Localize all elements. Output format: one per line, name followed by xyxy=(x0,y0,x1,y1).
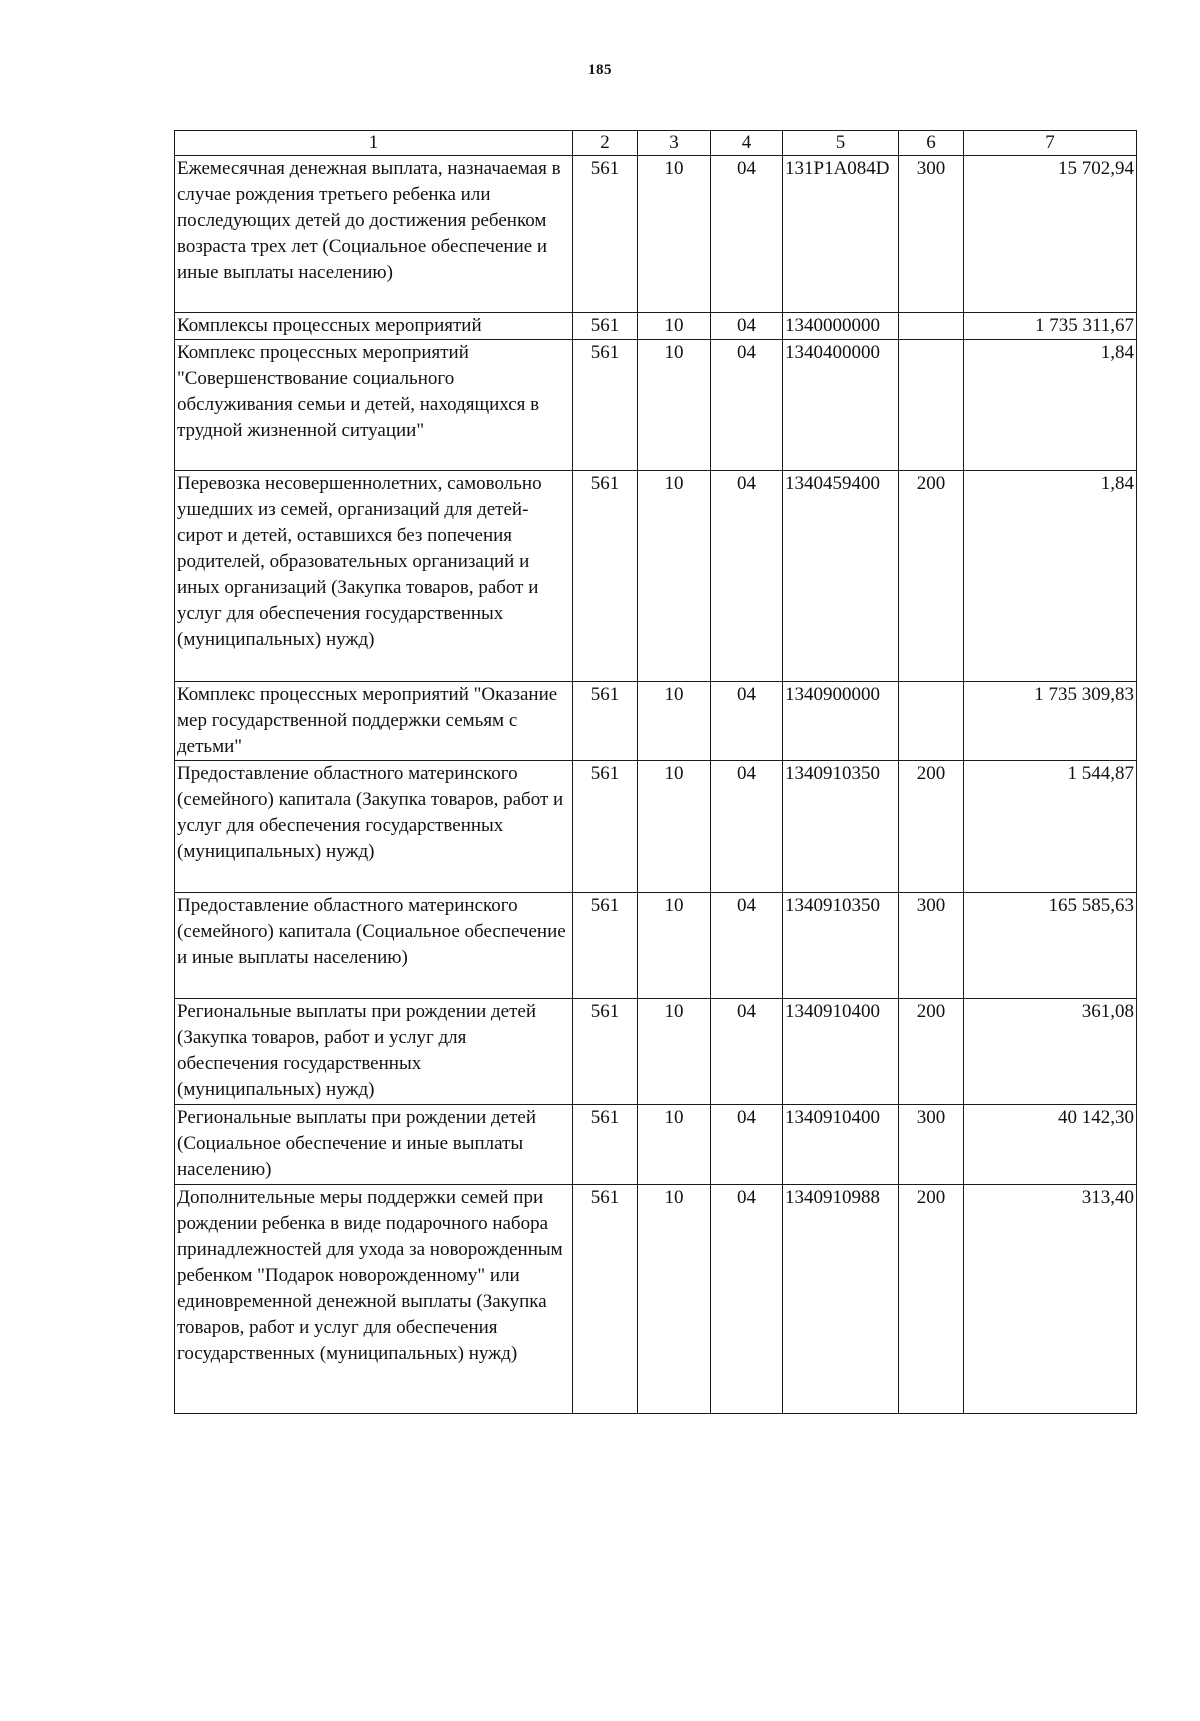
row-section: 10 xyxy=(638,313,711,340)
table-row xyxy=(175,156,1137,313)
header-cell-6: 6 xyxy=(899,131,964,156)
row-name: Региональные выплаты при рождении детей (Социальное обеспечение и иные выплаты населению) xyxy=(175,1105,573,1185)
row-admin-code: 561 xyxy=(573,999,638,1105)
row-subsection: 04 xyxy=(711,682,783,761)
row-expense-type: 300 xyxy=(899,1105,964,1185)
row-section: 10 xyxy=(638,471,711,682)
table-row xyxy=(175,313,1137,340)
table-row xyxy=(175,471,1137,682)
row-expense-type xyxy=(899,340,964,471)
table-row xyxy=(175,893,1137,999)
row-subsection: 04 xyxy=(711,156,783,313)
row-expense-type xyxy=(899,682,964,761)
header-cell-2: 2 xyxy=(573,131,638,156)
row-subsection: 04 xyxy=(711,761,783,893)
budget-table xyxy=(174,130,1137,1414)
row-amount: 1 735 309,83 xyxy=(964,682,1137,761)
row-section: 10 xyxy=(638,893,711,999)
row-name: Комплексы процессных мероприятий xyxy=(175,313,573,340)
row-section: 10 xyxy=(638,156,711,313)
row-expense-type: 300 xyxy=(899,156,964,313)
row-subsection: 04 xyxy=(711,313,783,340)
row-section: 10 xyxy=(638,682,711,761)
row-target-article: 1340459400 xyxy=(783,471,899,682)
row-admin-code: 561 xyxy=(573,471,638,682)
header-cell-7: 7 xyxy=(964,131,1137,156)
row-amount: 1,84 xyxy=(964,340,1137,471)
table-row xyxy=(175,999,1137,1105)
row-admin-code: 561 xyxy=(573,1185,638,1414)
row-admin-code: 561 xyxy=(573,1105,638,1185)
header-cell-4: 4 xyxy=(711,131,783,156)
row-target-article: 1340900000 xyxy=(783,682,899,761)
row-target-article: 1340400000 xyxy=(783,340,899,471)
row-admin-code: 561 xyxy=(573,313,638,340)
row-section: 10 xyxy=(638,340,711,471)
row-expense-type: 200 xyxy=(899,1185,964,1414)
page-number: 185 xyxy=(588,62,612,78)
row-amount: 165 585,63 xyxy=(964,893,1137,999)
row-name: Перевозка несовершеннолетних, самовольно ушедших из семей, организаций для детей-сирот и детей, оставшихся без попечения родителей, образовательных организаций и иных организаций (Закупка товаров, работ и услуг для обеспечения государственных (муниципальных) нужд) xyxy=(175,471,573,682)
row-section: 10 xyxy=(638,1185,711,1414)
row-name: Предоставление областного материнского (семейного) капитала (Закупка товаров, работ и услуг для обеспечения государственных (муниципальных) нужд) xyxy=(175,761,573,893)
row-admin-code: 561 xyxy=(573,893,638,999)
row-amount: 1 735 311,67 xyxy=(964,313,1137,340)
header-cell-1: 1 xyxy=(175,131,573,156)
table-row xyxy=(175,340,1137,471)
row-amount: 15 702,94 xyxy=(964,156,1137,313)
row-subsection: 04 xyxy=(711,340,783,471)
row-section: 10 xyxy=(638,1105,711,1185)
row-amount: 361,08 xyxy=(964,999,1137,1105)
row-section: 10 xyxy=(638,999,711,1105)
row-admin-code: 561 xyxy=(573,340,638,471)
row-admin-code: 561 xyxy=(573,682,638,761)
row-name: Дополнительные меры поддержки семей при рождении ребенка в виде подарочного набора принадлежностей для ухода за новорожденным ребенком "Подарок новорожденному" или единовременной денежной выплаты (Закупка товаров, работ и услуг для обеспечения государственных (муниципальных) нужд) xyxy=(175,1185,573,1414)
row-name: Ежемесячная денежная выплата, назначаемая в случае рождения третьего ребенка или последующих детей до достижения ребенком возраста трех лет (Социальное обеспечение и иные выплаты населению) xyxy=(175,156,573,313)
row-target-article: 131P1A084D xyxy=(783,156,899,313)
row-target-article: 1340910400 xyxy=(783,999,899,1105)
table-row xyxy=(175,682,1137,761)
header-cell-5: 5 xyxy=(783,131,899,156)
row-expense-type xyxy=(899,313,964,340)
row-name: Предоставление областного материнского (семейного) капитала (Социальное обеспечение и иные выплаты населению) xyxy=(175,893,573,999)
row-amount: 40 142,30 xyxy=(964,1105,1137,1185)
row-target-article: 1340910350 xyxy=(783,893,899,999)
row-target-article: 1340000000 xyxy=(783,313,899,340)
row-target-article: 1340910988 xyxy=(783,1185,899,1414)
table-row xyxy=(175,1105,1137,1185)
row-target-article: 1340910400 xyxy=(783,1105,899,1185)
table-row xyxy=(175,1185,1137,1414)
row-admin-code: 561 xyxy=(573,761,638,893)
row-admin-code: 561 xyxy=(573,156,638,313)
row-section: 10 xyxy=(638,761,711,893)
row-name: Комплекс процессных мероприятий "Оказание мер государственной поддержки семьям с детьми" xyxy=(175,682,573,761)
row-expense-type: 300 xyxy=(899,893,964,999)
row-expense-type: 200 xyxy=(899,999,964,1105)
row-name: Региональные выплаты при рождении детей (Закупка товаров, работ и услуг для обеспечения государственных (муниципальных) нужд) xyxy=(175,999,573,1105)
row-amount: 1,84 xyxy=(964,471,1137,682)
row-subsection: 04 xyxy=(711,999,783,1105)
row-amount: 313,40 xyxy=(964,1185,1137,1414)
row-expense-type: 200 xyxy=(899,471,964,682)
row-expense-type: 200 xyxy=(899,761,964,893)
table-row xyxy=(175,761,1137,893)
row-amount: 1 544,87 xyxy=(964,761,1137,893)
row-subsection: 04 xyxy=(711,1105,783,1185)
row-target-article: 1340910350 xyxy=(783,761,899,893)
row-subsection: 04 xyxy=(711,1185,783,1414)
table-header-row xyxy=(175,131,1137,156)
row-subsection: 04 xyxy=(711,893,783,999)
row-subsection: 04 xyxy=(711,471,783,682)
row-name: Комплекс процессных мероприятий "Совершенствование социального обслуживания семьи и детей, находящихся в трудной жизненной ситуации" xyxy=(175,340,573,471)
header-cell-3: 3 xyxy=(638,131,711,156)
